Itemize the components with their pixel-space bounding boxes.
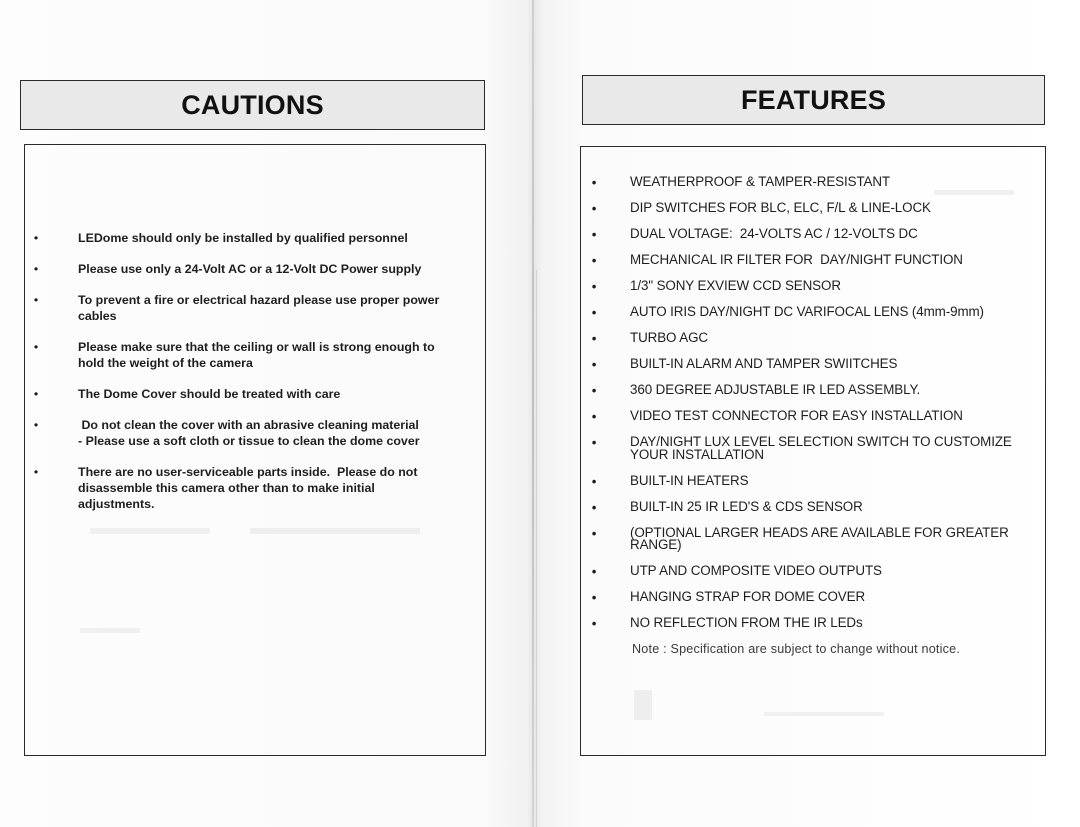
bullet-point: •	[591, 253, 597, 268]
feature-item-text: HANGING STRAP FOR DOME COVER	[630, 589, 866, 604]
feature-item	[589, 306, 1039, 319]
bullet-point: •	[591, 305, 597, 320]
feature-item-text: BUILT-IN 25 IR LED'S & CDS SENSOR	[630, 498, 863, 514]
caution-item	[30, 464, 475, 512]
feature-item	[589, 228, 1039, 241]
caution-item	[30, 339, 475, 371]
feature-item	[589, 591, 1039, 604]
feature-item	[589, 176, 1039, 189]
bullet-point: •	[33, 231, 39, 245]
caution-item-text: To prevent a fire or electrical hazard please use proper power	[78, 293, 440, 307]
feature-item	[589, 254, 1039, 267]
feature-item-text: MECHANICAL IR FILTER FOR DAY/NIGHT FUNCTION	[630, 252, 963, 267]
caution-item-text: hold the weight of the camera	[78, 356, 253, 370]
feature-item-text: DIP SWITCHES FOR BLC, ELC, F/L & LINE-LOCK	[630, 200, 931, 215]
feature-item-text: UTP AND COMPOSITE VIDEO OUTPUTS	[630, 563, 882, 578]
caution-item-text: - Please use a soft cloth or tissue to clean the dome cover	[78, 434, 420, 448]
bullet-point: •	[591, 331, 597, 346]
bleed-through-mark	[634, 690, 652, 720]
bleed-through-mark	[80, 628, 140, 633]
feature-item-text: DUAL VOLTAGE: 24-VOLTS AC / 12-VOLTS DC	[630, 226, 918, 241]
feature-item-text: YOUR INSTALLATION	[630, 446, 764, 462]
specification-note: Note : Specification are subject to change without notice.	[632, 642, 961, 656]
feature-item-text: BUILT-IN HEATERS	[630, 472, 749, 488]
caution-item-text: Please use only a 24-Volt AC or a 12-Volt DC Power supply	[78, 262, 422, 276]
bullet-point: •	[591, 435, 597, 450]
bullet-point: •	[591, 499, 597, 515]
feature-item	[589, 202, 1039, 215]
bullet-point: •	[33, 262, 39, 276]
caution-item-text: The Dome Cover should be treated with care	[78, 387, 341, 401]
feature-item-text: VIDEO TEST CONNECTOR FOR EASY INSTALLATION	[630, 408, 963, 423]
feature-item-text: DAY/NIGHT LUX LEVEL SELECTION SWITCH TO CUSTOMIZE	[630, 434, 1012, 449]
bullet-point: •	[591, 590, 597, 605]
feature-item-text: RANGE)	[630, 537, 682, 552]
feature-item	[589, 358, 1039, 371]
feature-item	[589, 280, 1039, 293]
bleed-through-mark	[934, 190, 1014, 195]
feature-item	[589, 332, 1039, 345]
bleed-through-mark	[90, 528, 210, 534]
bullet-point: •	[591, 525, 597, 541]
bleed-through-mark	[764, 712, 884, 716]
bullet-point: •	[33, 293, 39, 307]
feature-item	[589, 436, 1039, 461]
bullet-point: •	[591, 473, 597, 489]
feature-item-text: WEATHERPROOF & TAMPER-RESISTANT	[630, 174, 891, 189]
feature-item-text: AUTO IRIS DAY/NIGHT DC VARIFOCAL LENS (4mm-9mm)	[630, 304, 984, 319]
caution-item-text: cables	[78, 309, 117, 323]
caution-item-text: disassemble this camera other than to make initial	[78, 481, 375, 495]
feature-item	[589, 524, 1039, 552]
caution-item	[30, 230, 475, 246]
bullet-point: •	[591, 279, 597, 294]
feature-item	[589, 617, 1039, 630]
feature-item	[589, 565, 1039, 578]
feature-item-text: BUILT-IN ALARM AND TAMPER SWIITCHES	[630, 356, 898, 371]
feature-item	[589, 384, 1039, 397]
bullet-point: •	[591, 383, 597, 398]
cautions-page	[0, 0, 534, 827]
bullet-point: •	[591, 227, 597, 242]
bullet-point: •	[591, 357, 597, 372]
cautions-title-box	[20, 80, 485, 130]
caution-item-text: Do not clean the cover with an abrasive cleaning material	[78, 418, 419, 432]
bullet-point: •	[33, 418, 39, 432]
caution-item	[30, 417, 475, 449]
caution-item-text: LEDome should only be installed by qualified personnel	[78, 231, 408, 245]
feature-item	[589, 472, 1039, 489]
features-title-box	[582, 75, 1045, 125]
caution-item-text: There are no user-serviceable parts inside. Please do not	[78, 465, 418, 479]
bullet-point: •	[33, 340, 39, 354]
feature-item	[589, 498, 1039, 515]
cautions-list	[30, 230, 475, 527]
caution-item-text: Please make sure that the ceiling or wall is strong enough to	[78, 340, 435, 354]
bullet-point: •	[591, 175, 597, 190]
bullet-point: •	[33, 387, 39, 401]
feature-item-text: NO REFLECTION FROM THE IR LEDs	[630, 615, 863, 630]
features-page	[534, 0, 1080, 827]
feature-item	[589, 410, 1039, 423]
caution-item-text: adjustments.	[78, 497, 155, 511]
bullet-point: •	[33, 465, 39, 479]
feature-item-text: TURBO AGC	[630, 330, 708, 345]
caution-item	[30, 386, 475, 402]
caution-item	[30, 292, 475, 324]
cautions-heading: CAUTIONS	[181, 89, 324, 120]
feature-item-text: 1/3" SONY EXVIEW CCD SENSOR	[630, 278, 841, 293]
bullet-point: •	[591, 564, 597, 579]
feature-item-text: 360 DEGREE ADJUSTABLE IR LED ASSEMBLY.	[630, 382, 921, 397]
bleed-through-mark	[250, 528, 420, 534]
bullet-point: •	[591, 201, 597, 216]
caution-item	[30, 261, 475, 277]
features-heading: FEATURES	[740, 84, 887, 115]
features-list	[589, 176, 1039, 643]
bullet-point: •	[591, 409, 597, 424]
feature-item-text: (OPTIONAL LARGER HEADS ARE AVAILABLE FOR GREATER	[630, 524, 1009, 540]
bullet-point: •	[591, 616, 597, 631]
